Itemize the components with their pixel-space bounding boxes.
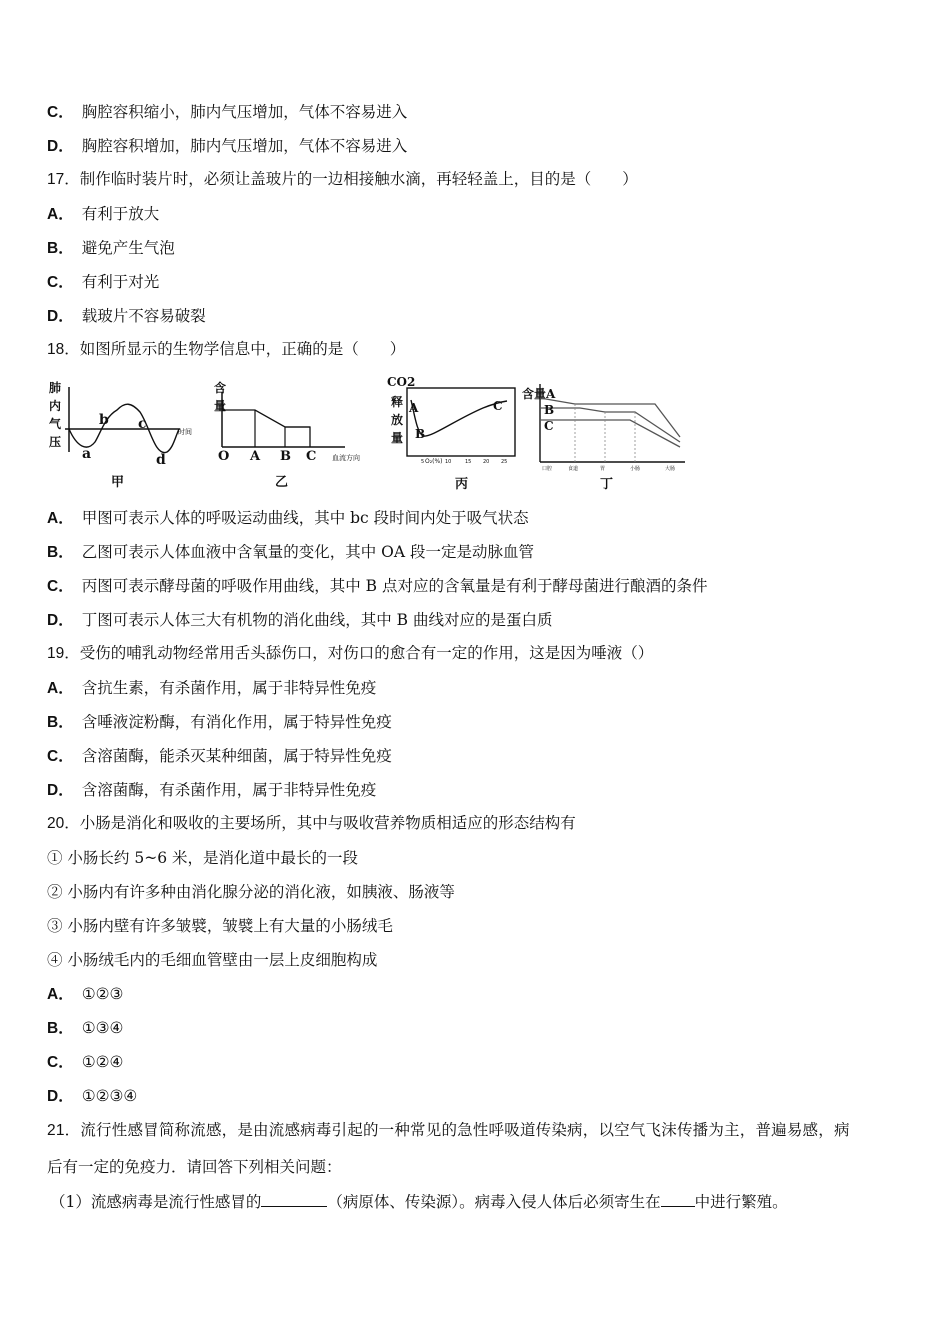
yi-ylabel-2: 量 bbox=[214, 399, 227, 413]
ding-xtick-3: 胃 bbox=[600, 466, 606, 472]
option-text: ①②③④ bbox=[81, 1087, 138, 1105]
q21-sub1-part1: （1）流感病毒是流行性感冒的 bbox=[50, 1193, 262, 1211]
option-letter: D． bbox=[47, 782, 74, 799]
q21-sub1 bbox=[50, 1192, 788, 1212]
option-letter: A． bbox=[47, 206, 74, 223]
ding-curve-b bbox=[540, 408, 680, 442]
bing-caption: 丙 bbox=[455, 477, 469, 492]
bing-point-a: A bbox=[409, 401, 419, 415]
jia-point-b: b bbox=[99, 412, 109, 428]
bing-xtick-4: 20 bbox=[483, 459, 490, 465]
bing-top-label: CO2 bbox=[387, 375, 416, 389]
q19-option-b bbox=[47, 712, 392, 733]
q21-sub1-part3: 中进行繁殖。 bbox=[694, 1193, 788, 1211]
option-letter: D． bbox=[47, 138, 74, 155]
bing-point-b: B bbox=[415, 427, 426, 441]
option-text: 含抗生素，有杀菌作用，属于非特异性免疫 bbox=[81, 679, 377, 697]
q20-option-a bbox=[47, 984, 123, 1005]
q21-sub1-part2: （病原体、传染源）。病毒入侵人体后必须寄生在 bbox=[327, 1193, 661, 1211]
option-text: 丁图可表示人体三大有机物的消化曲线，其中 B 曲线对应的是蛋白质 bbox=[81, 611, 553, 629]
yi-point-b: B bbox=[280, 449, 291, 464]
option-text: 载玻片不容易破裂 bbox=[81, 307, 206, 325]
q20-statement-4: ④ 小肠绒毛内的毛细血管壁由一层上皮细胞构成 bbox=[47, 951, 378, 969]
ding-curve-b-label: B bbox=[544, 403, 555, 417]
option-text: ①③④ bbox=[81, 1019, 124, 1037]
q17-option-b bbox=[47, 238, 175, 259]
bing-xtick-1: 5 bbox=[421, 459, 425, 465]
q20-statement-3: ③ 小肠内壁有许多皱襞，皱襞上有大量的小肠绒毛 bbox=[47, 917, 393, 935]
option-letter: D． bbox=[47, 308, 74, 325]
bing-xtick-2: 10 bbox=[445, 459, 452, 465]
bing-ylabel-3: 量 bbox=[391, 431, 404, 445]
jia-point-c: c bbox=[138, 416, 147, 432]
q18-stem: 18．如图所显示的生物学信息中，正确的是（ ） bbox=[47, 341, 406, 358]
q17-option-a bbox=[47, 204, 159, 225]
figure-bing bbox=[385, 372, 520, 492]
option-letter: C． bbox=[47, 748, 74, 765]
q17-stem: 17．制作临时装片时，必须让盖玻片的一边相接触水滴，再轻轻盖上，目的是（ ） bbox=[47, 171, 638, 188]
q18-option-a bbox=[47, 508, 529, 529]
figure-yi bbox=[210, 372, 380, 492]
option-text: 胸腔容积增加，肺内气压增加，气体不容易进入 bbox=[81, 137, 408, 155]
bing-xtick-5: 25 bbox=[501, 459, 508, 465]
ding-curve-c bbox=[540, 420, 680, 447]
ding-curve-c-label: C bbox=[544, 419, 554, 433]
option-letter: B． bbox=[47, 1020, 74, 1037]
q20-option-b bbox=[47, 1018, 123, 1039]
figure-jia bbox=[45, 372, 205, 492]
ding-curve-a bbox=[540, 398, 680, 437]
answer-blank-2[interactable] bbox=[661, 1192, 695, 1207]
option-letter: C． bbox=[47, 274, 74, 291]
option-letter: B． bbox=[47, 240, 74, 257]
option-text: 含唾液淀粉酶，有消化作用，属于特异性免疫 bbox=[81, 713, 392, 731]
bing-xlabel: O₂(%) bbox=[425, 458, 443, 465]
figure-ding bbox=[520, 372, 700, 492]
q20-stem: 20．小肠是消化和吸收的主要场所，其中与吸收营养物质相适应的形态结构有 bbox=[47, 815, 576, 832]
answer-blank-1[interactable] bbox=[261, 1192, 327, 1207]
option-text: 含溶菌酶，能杀灭某种细菌，属于特异性免疫 bbox=[81, 747, 392, 765]
q18-option-d bbox=[47, 610, 552, 631]
jia-xlabel: 时间 bbox=[178, 428, 192, 436]
option-letter: A． bbox=[47, 510, 74, 527]
q20-statement-2: ② 小肠内有许多种由消化腺分泌的消化液，如胰液、肠液等 bbox=[47, 883, 455, 901]
q17-option-c bbox=[47, 272, 159, 293]
option-letter: C． bbox=[47, 104, 74, 121]
yi-ylabel-1: 含 bbox=[214, 381, 227, 395]
q19-option-d bbox=[47, 780, 376, 801]
option-text: 胸腔容积缩小，肺内气压增加，气体不容易进入 bbox=[81, 103, 408, 121]
jia-point-a: a bbox=[82, 446, 92, 462]
option-letter: A． bbox=[47, 680, 74, 697]
q19-option-c bbox=[47, 746, 392, 767]
yi-point-c: C bbox=[306, 449, 317, 464]
yi-point-o: O bbox=[218, 449, 230, 464]
option-letter: B． bbox=[47, 714, 74, 731]
option-text: ①②④ bbox=[81, 1053, 124, 1071]
bing-point-c: C bbox=[493, 399, 503, 413]
q18-option-b bbox=[47, 542, 534, 563]
bing-xtick-3: 15 bbox=[465, 459, 472, 465]
ding-xtick-1: 口腔 bbox=[542, 466, 553, 472]
q19-stem: 19．受伤的哺乳动物经常用舌头舔伤口，对伤口的愈合有一定的作用，这是因为唾液（） bbox=[47, 645, 654, 662]
yi-level-line bbox=[222, 410, 310, 447]
ding-xtick-2: 食道 bbox=[568, 466, 579, 472]
jia-ylabel-1: 肺 bbox=[49, 381, 62, 395]
option-text: 有利于放大 bbox=[81, 205, 160, 223]
option-text: 乙图可表示人体血液中含氧量的变化，其中 OA 段一定是动脉血管 bbox=[81, 543, 534, 561]
q16-option-c bbox=[47, 102, 407, 123]
option-letter: C． bbox=[47, 578, 74, 595]
option-letter: D． bbox=[47, 1088, 74, 1105]
option-text: 避免产生气泡 bbox=[81, 239, 175, 257]
jia-ylabel-3: 气 bbox=[49, 417, 62, 431]
ding-caption: 丁 bbox=[600, 477, 614, 492]
ding-ylabel: 含量 bbox=[522, 387, 547, 401]
bing-ylabel-2: 放 bbox=[391, 413, 404, 427]
option-letter: B． bbox=[47, 544, 74, 561]
option-text: 有利于对光 bbox=[81, 273, 160, 291]
q20-option-d bbox=[47, 1086, 137, 1107]
q18-option-c bbox=[47, 576, 707, 597]
option-letter: A． bbox=[47, 986, 74, 1003]
option-text: 含溶菌酶，有杀菌作用，属于非特异性免疫 bbox=[81, 781, 377, 799]
yi-caption: 乙 bbox=[275, 475, 289, 490]
ding-xtick-4: 小肠 bbox=[630, 466, 641, 472]
q18-figures bbox=[45, 372, 705, 492]
bing-ylabel-1: 释 bbox=[391, 395, 404, 409]
q16-option-d bbox=[47, 136, 407, 157]
jia-caption: 甲 bbox=[111, 475, 125, 490]
q20-statement-1: ① 小肠长约 5~6 米，是消化道中最长的一段 bbox=[47, 849, 358, 867]
jia-ylabel-2: 内 bbox=[49, 399, 62, 413]
option-letter: D． bbox=[47, 612, 74, 629]
yi-point-a: A bbox=[250, 449, 261, 464]
yi-xlabel: 血流方向 bbox=[332, 454, 360, 462]
jia-ylabel-4: 压 bbox=[49, 435, 62, 449]
option-letter: C． bbox=[47, 1054, 74, 1071]
option-text: 丙图可表示酵母菌的呼吸作用曲线，其中 B 点对应的含氧量是有利于酵母菌进行酿酒的条件 bbox=[81, 577, 708, 595]
q17-option-d bbox=[47, 306, 206, 327]
q21-stem-line1: 21．流行性感冒简称流感，是由流感病毒引起的一种常见的急性呼吸道传染病，以空气飞沫传播为主，普遍易感，病 bbox=[47, 1122, 850, 1139]
jia-point-d: d bbox=[156, 452, 166, 468]
q21-stem-line2: 后有一定的免疫力．请回答下列相关问题： bbox=[47, 1158, 342, 1176]
option-text: 甲图可表示人体的呼吸运动曲线，其中 bc 段时间内处于吸气状态 bbox=[81, 509, 529, 527]
q20-option-c bbox=[47, 1052, 123, 1073]
ding-xtick-5: 大肠 bbox=[665, 466, 676, 472]
option-text: ①②③ bbox=[81, 985, 124, 1003]
q19-option-a bbox=[47, 678, 376, 699]
ding-curve-a-label: A bbox=[546, 387, 556, 401]
